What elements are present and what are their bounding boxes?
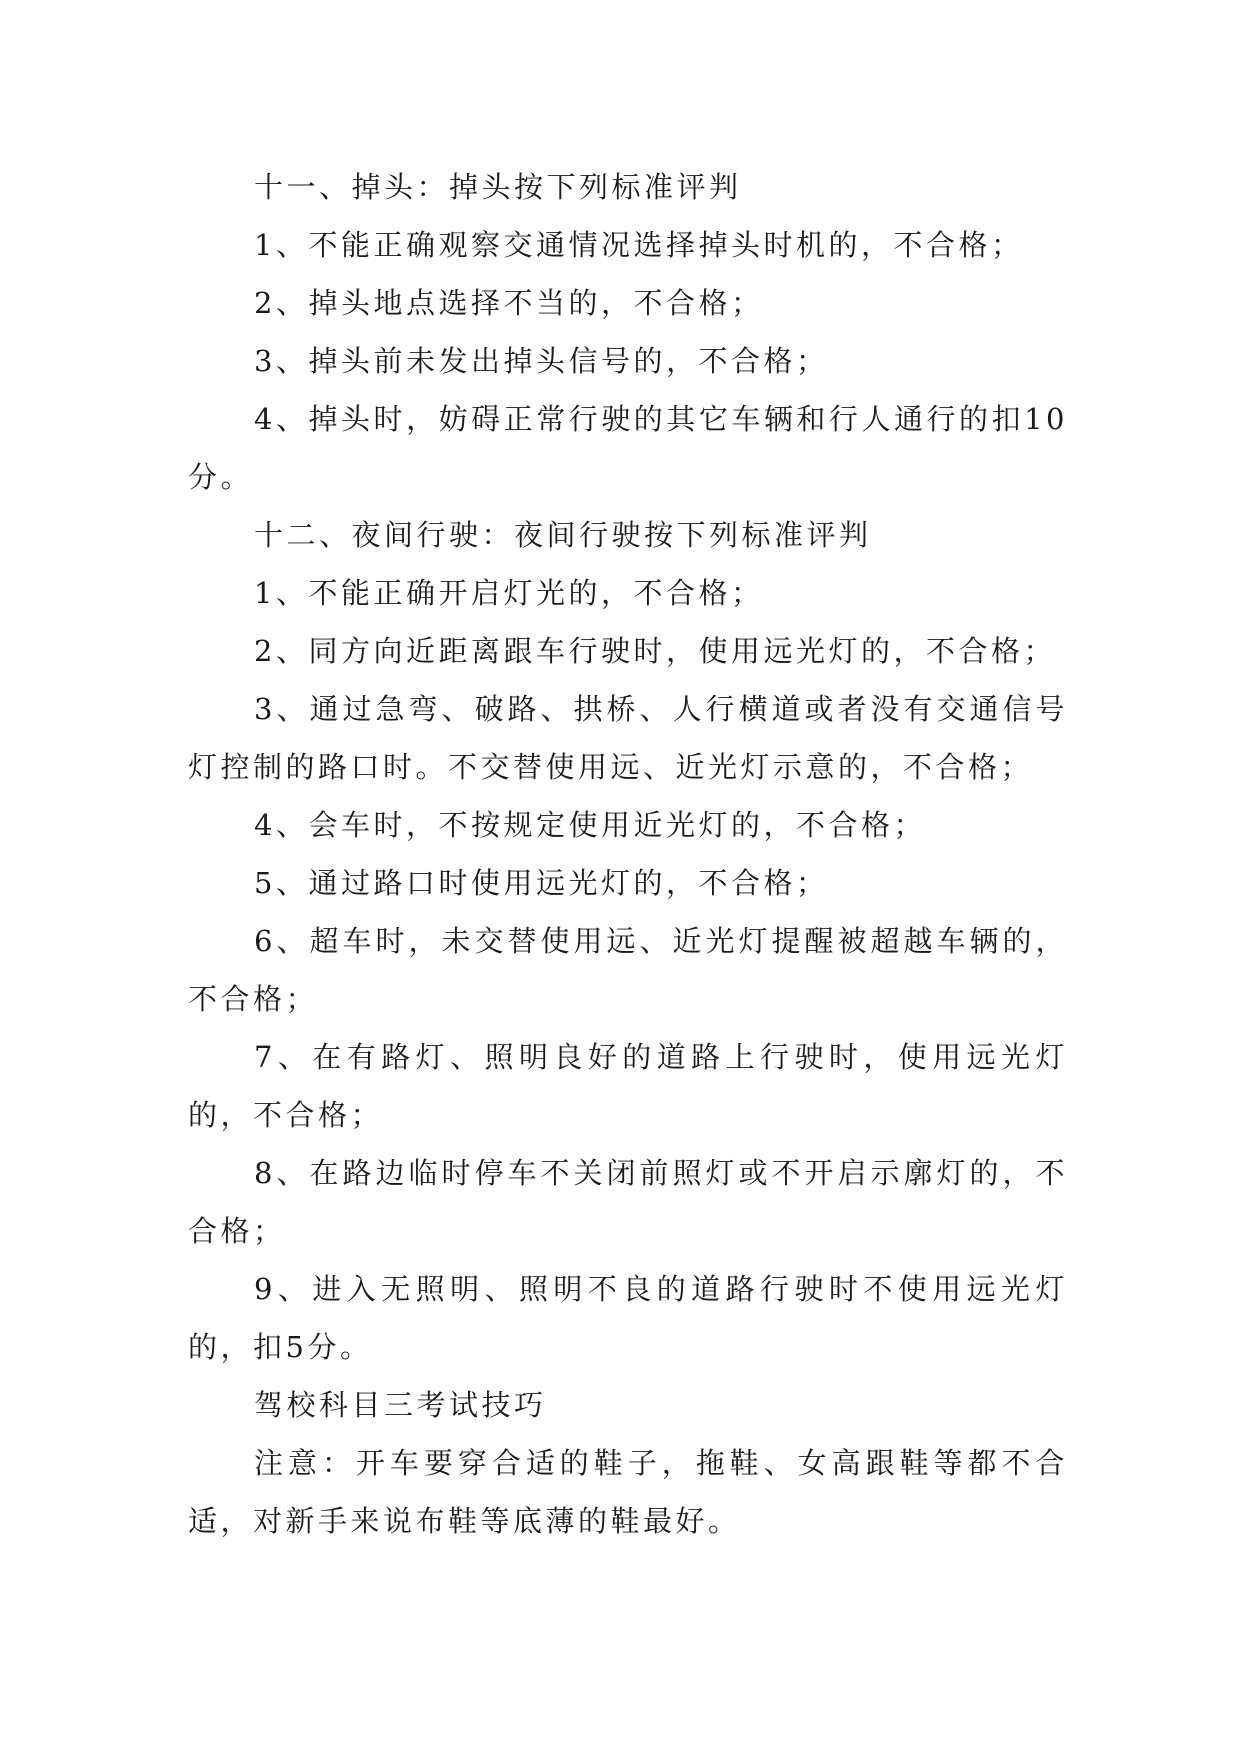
rule-item: 1、不能正确开启灯光的，不合格； (254, 576, 764, 610)
rule-item: 9、进入无照明、照明不良的道路行驶时不使用远光灯的，扣5分。 (188, 1272, 1068, 1364)
rule-item: 7、在有路灯、照明良好的道路上行驶时，使用远光灯的，不合格； (188, 1040, 1068, 1132)
tip-paragraph: 注意：开车要穿合适的鞋子，拖鞋、女高跟鞋等都不合适，对新手来说布鞋等底薄的鞋最好。 (188, 1446, 1068, 1538)
rule-item: 2、掉头地点选择不当的，不合格； (254, 286, 764, 320)
rule-item: 3、通过急弯、破路、拱桥、人行横道或者没有交通信号灯控制的路口时。不交替使用远、近光灯示意的，不合格； (188, 692, 1068, 784)
rule-item: 2、同方向近距离跟车行驶时，使用远光灯的，不合格； (254, 634, 1056, 668)
document-page (188, 158, 1068, 1550)
rule-item: 6、超车时，未交替使用远、近光灯提醒被超越车辆的，不合格； (188, 924, 1068, 1016)
section-heading-exam-tips: 驾校科目三考试技巧 (254, 1388, 547, 1422)
rule-item: 3、掉头前未发出掉头信号的，不合格； (254, 344, 829, 378)
rule-item: 8、在路边临时停车不关闭前照灯或不开启示廓灯的，不合格； (188, 1156, 1068, 1248)
rule-item: 4、掉头时，妨碍正常行驶的其它车辆和行人通行的扣10分。 (188, 402, 1068, 494)
rule-item: 4、会车时，不按规定使用近光灯的，不合格； (254, 808, 926, 842)
rule-item: 5、通过路口时使用远光灯的，不合格； (254, 866, 829, 900)
rule-item: 1、不能正确观察交通情况选择掉头时机的，不合格； (254, 228, 1024, 262)
section-heading-night-driving: 十二、夜间行驶：夜间行驶按下列标准评判 (254, 518, 872, 552)
section-heading-u-turn: 十一、掉头：掉头按下列标准评判 (254, 170, 742, 204)
